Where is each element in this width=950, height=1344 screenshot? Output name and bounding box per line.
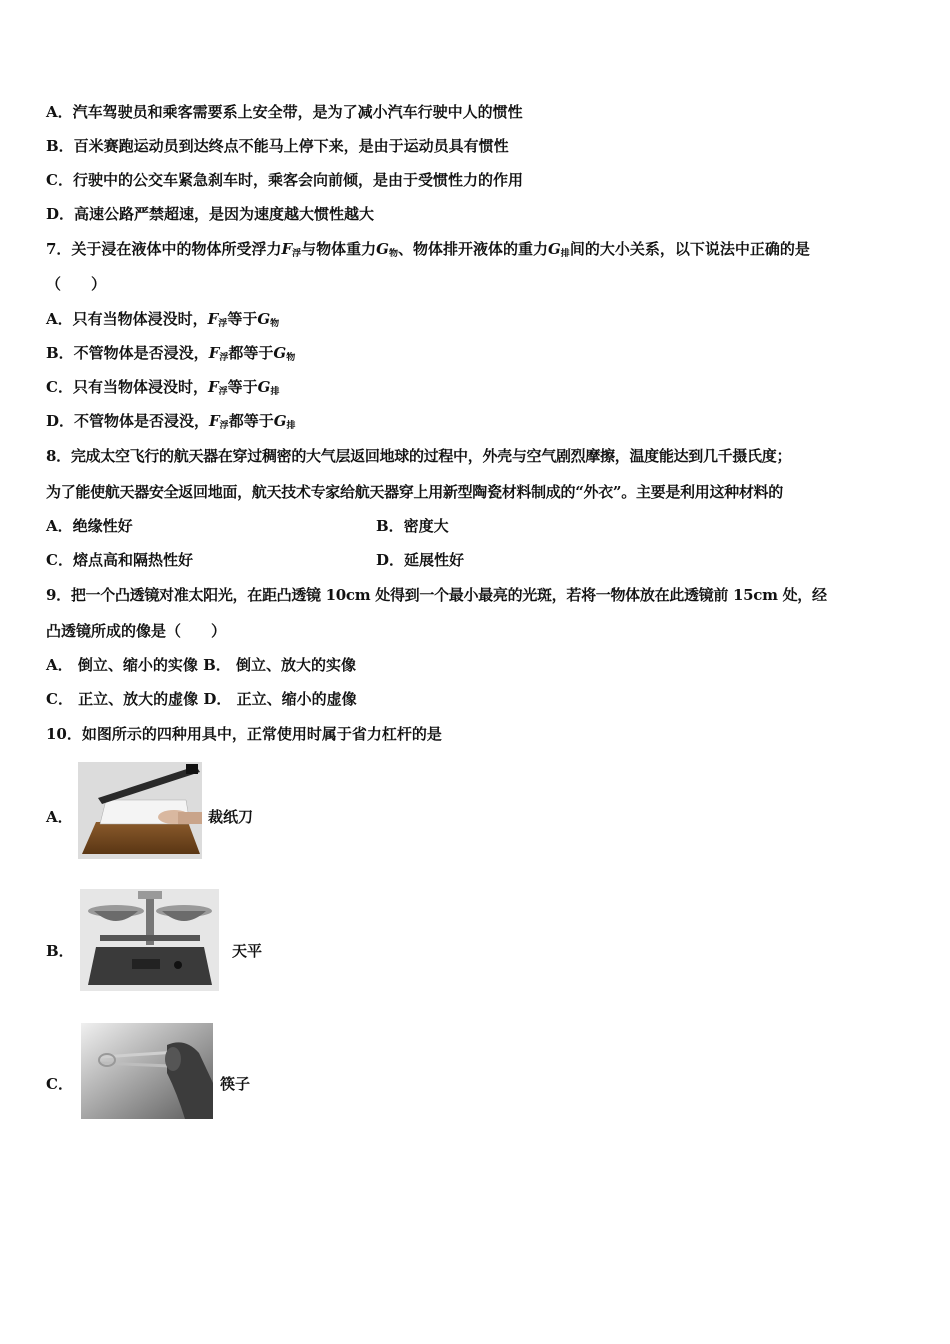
q6-option-b: B．百米赛跑运动员到达终点不能马上停下来，是由于运动员具有惯性 (46, 137, 509, 155)
q9-options-ab: A． 倒立、缩小的实像 B． 倒立、放大的实像 (46, 656, 356, 674)
q8-option-b: B．密度大 (376, 517, 449, 535)
q8-option-c: C．熔点高和隔热性好 (46, 551, 193, 569)
balance-scale-photo (80, 889, 219, 991)
q10-option-b-caption: 天平 (232, 942, 263, 960)
q10-option-a-label: A． (46, 808, 73, 826)
q10-stem: 10．如图所示的四种用具中，正常使用时属于省力杠杆的是 (46, 725, 442, 743)
q10-option-c-caption: 筷子 (220, 1075, 251, 1093)
q9-stem-line2: 凸透镜所成的像是（ ） (46, 622, 227, 640)
q6-option-c: C．行驶中的公交车紧急刹车时，乘客会向前倾，是由于受惯性力的作用 (46, 171, 523, 189)
q7-stem-line1: 7．关于浸在液体中的物体所受浮力$F_浮$与物体重力$G_物$、物体排开液体的重力$G_排$间的大小关系，以下说法中正确的是 (46, 240, 810, 259)
q8-option-d: D．延展性好 (376, 551, 465, 569)
q8-option-a: A．绝缘性好 (46, 517, 133, 535)
q9-options-cd: C． 正立、放大的虚像 D． 正立、缩小的虚像 (46, 690, 357, 708)
q8-stem-line1: 8．完成太空飞行的航天器在穿过稠密的大气层返回地球的过程中，外壳与空气剧烈摩擦，温度能达到几千摄氏度； (46, 447, 792, 465)
q6-option-d: D．高速公路严禁超速，是因为速度越大惯性越大 (46, 205, 375, 223)
paper-cutter-photo (78, 762, 202, 859)
q7-stem-line2: （ ） (46, 275, 107, 293)
q7-option-b: B．不管物体是否浸没，$F_浮$都等于$G_物$ (46, 344, 296, 363)
q10-option-b-label: B． (46, 942, 74, 960)
q9-stem-line1: 9．把一个凸透镜对准太阳光，在距凸透镜 10cm 处得到一个最小最亮的光斑，若将一物体放在此透镜前 15cm 处，经 (46, 586, 827, 604)
q6-option-a: A．汽车驾驶员和乘客需要系上安全带，是为了减小汽车行驶中人的惯性 (46, 103, 523, 121)
q8-stem-line2: 为了能使航天器安全返回地面，航天技术专家给航天器穿上用新型陶瓷材料制成的“外衣”。主要是利用这种材料的 (46, 483, 783, 501)
q10-option-a-caption: 裁纸刀 (208, 808, 254, 826)
q7-option-c: C．只有当物体浸没时，$F_浮$等于$G_排$ (46, 378, 280, 397)
q10-option-c-label: C． (46, 1075, 73, 1093)
q7-option-a: A．只有当物体浸没时，$F_浮$等于$G_物$ (46, 310, 280, 329)
q7-option-d: D．不管物体是否浸没，$F_浮$都等于$G_排$ (46, 412, 296, 431)
chopsticks-photo (81, 1023, 213, 1119)
